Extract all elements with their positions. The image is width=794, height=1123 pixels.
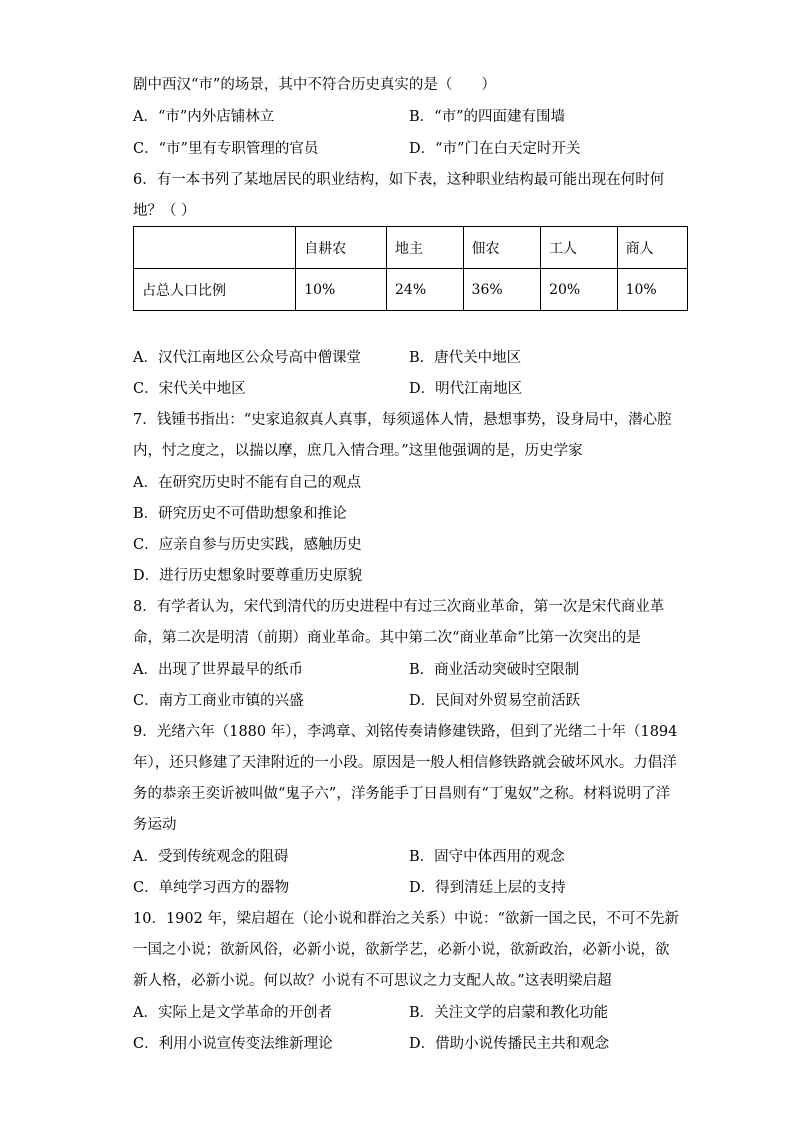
q9-option-c: C．单纯学习西方的器物 [133,880,290,896]
q10-option-c: C．利用小说宣传变法维新理论 [133,1036,333,1052]
q8-option-a: A．出现了世界最早的纸币 [133,662,303,678]
q10-option-a: A．实际上是文学革命的开创者 [133,1005,332,1021]
table-header-cell [134,227,296,269]
table-row-label: 占总人口比例 [134,269,296,311]
q10-stem-line1: 10．1902 年，梁启超在（论小说和群治之关系）中说：“欲新一国之民，不可不先新 [133,911,679,927]
q10-stem-line3: 新人格，必新小说。何以故？小说有不可思议之力支配人故。”这表明梁启超 [133,973,612,989]
table-header-cell: 佃农 [463,227,541,269]
q8-option-d: D．民间对外贸易空前活跃 [409,693,581,709]
table-cell: 20% [541,269,618,311]
q5-option-d: D．“市”门在白天定时开关 [409,141,581,157]
q8-option-c: C．南方工商业市镇的兴盛 [133,693,304,709]
q5-option-b: B．“市”的四面建有围墙 [409,109,565,125]
q6-stem-line2: 地？（ ） [133,203,196,219]
q9-option-b: B．固守中体西用的观念 [409,849,565,865]
q9-stem-line1: 9．光绪六年（1880 年），李鸿章、刘铭传奏请修建铁路，但到了光绪二十年（1894 [133,724,678,740]
q7-option-c: C．应亲自参与历史实践，感触历史 [133,537,362,553]
table-cell: 10% [296,269,387,311]
q7-option-b: B．研究历史不可借助想象和推论 [133,506,347,522]
q7-option-d: D．进行历史想象时要尊重历史原貌 [133,568,363,584]
q10-option-b: B．关注文学的启蒙和教化功能 [409,1005,609,1021]
table-cell: 10% [617,269,687,311]
q5-option-c: C．“市”里有专职管理的官员 [133,141,319,157]
q5-stem: 剧中西汉“市”的场景，其中不符合历史真实的是（ ） [133,77,496,93]
q6-option-c: C．宋代关中地区 [133,381,246,397]
q7-stem-line1: 7．钱锺书指出：“史家追叙真人真事，每须遥体人情，悬想事势，设身局中，潜心腔 [133,412,672,428]
q8-option-b: B．商业活动突破时空限制 [409,662,580,678]
q7-option-a: A．在研究历史时不能有自己的观点 [133,475,361,491]
table-cell: 24% [387,269,464,311]
q9-option-a: A．受到传统观念的阻碍 [133,849,289,865]
table-header-cell: 地主 [387,227,464,269]
table-cell: 36% [463,269,541,311]
q9-option-d: D．得到清廷上层的支持 [409,880,566,896]
q8-stem-line2: 命，第二次是明清（前期）商业革命。其中第二次“商业革命”比第一次突出的是 [133,630,641,646]
q10-stem-line2: 一国之小说；欲新风俗，必新小说，欲新学艺，必新小说，欲新政治，必新小说，欲 [133,942,670,958]
q9-stem-line2: 年），还只修建了天津附近的一小段。原因是一般人相信修铁路就会破坏风水。力倡洋 [133,755,677,771]
table-header-cell: 商人 [617,227,687,269]
q6-option-a: A．汉代江南地区公众号高中僧课堂 [133,350,361,366]
q10-option-d: D．借助小说传播民主共和观念 [409,1036,610,1052]
q9-stem-line4: 务运动 [133,817,177,833]
q7-stem-line2: 内，忖之度之，以揣以摩，庶几入情合理。”这里他强调的是，历史学家 [133,443,583,459]
table-header-cell: 工人 [541,227,618,269]
q8-stem-line1: 8．有学者认为，宋代到清代的历史进程中有过三次商业革命，第一次是宋代商业革 [133,599,665,615]
q6-option-b: B．唐代关中地区 [409,350,522,366]
q6-option-d: D．明代江南地区 [409,381,523,397]
q5-option-a: A．“市”内外店铺林立 [133,109,275,125]
table-header-cell: 自耕农 [296,227,387,269]
occupation-table [133,226,688,311]
table-row [134,269,688,311]
table-header-row [134,227,688,269]
q6-stem-line1: 6．有一本书列了某地居民的职业结构，如下表，这种职业结构最可能出现在何时何 [133,172,665,188]
q9-stem-line3: 务的恭亲王奕䜣被叫做“鬼子六”，洋务能手丁日昌则有“丁鬼奴”之称。材料说明了洋 [133,786,671,802]
